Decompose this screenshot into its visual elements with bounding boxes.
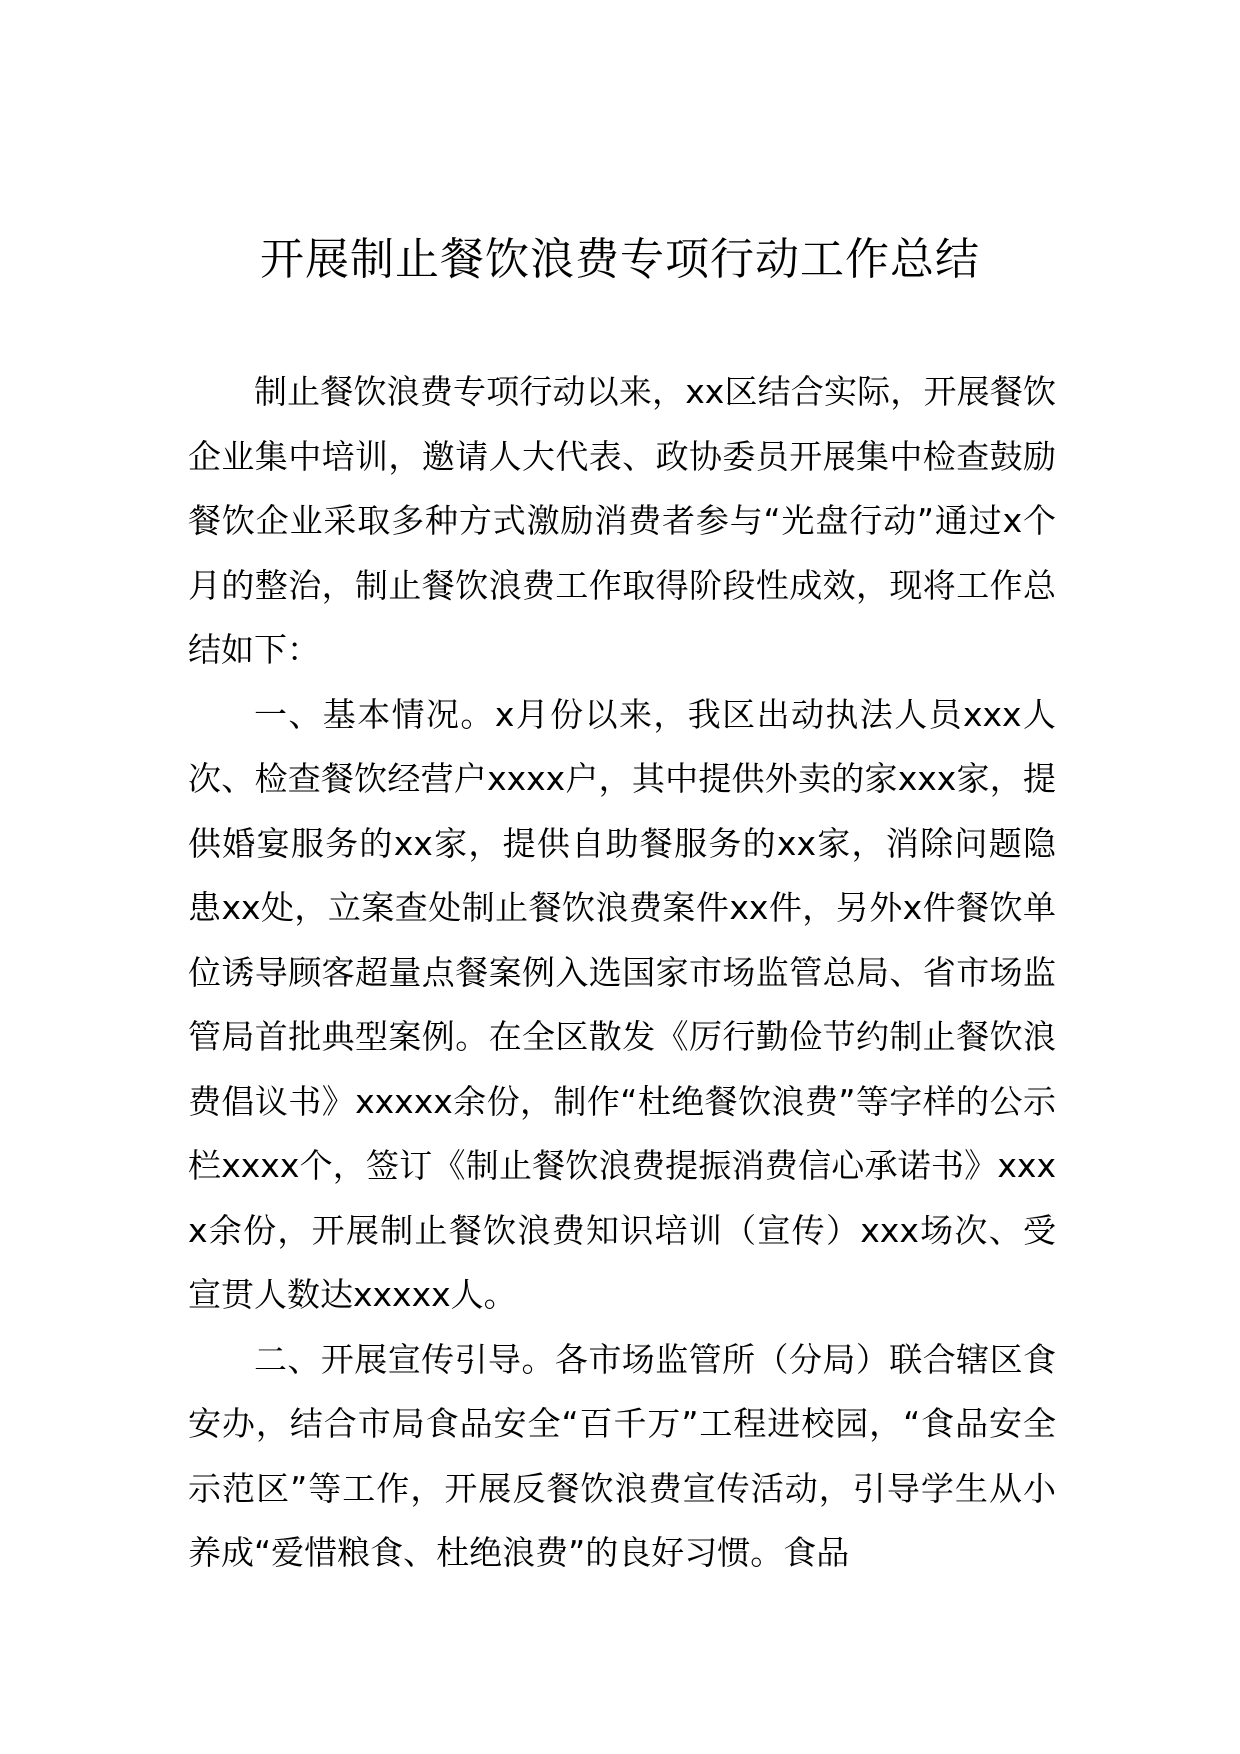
paragraph-publicity: 二、开展宣传引导。各市场监管所（分局）联合辖区食安办，结合市局食品安全“百千万”工程进校园，“食品安全示范区”等工作，开展反餐饮浪费宣传活动，引导学生从小养成“爱惜粮食、杜绝浪费”的良好习惯。食品 bbox=[188, 1339, 1056, 1572]
document-body bbox=[188, 360, 1056, 1586]
document-title: 开展制止餐饮浪费专项行动工作总结 bbox=[260, 234, 980, 285]
paragraph-basic-situation: 一、基本情况。x月份以来，我区出动执法人员xxx人次、检查餐饮经营户xxxx户，其中提供外卖的家xxx家，提供婚宴服务的xx家，提供自助餐服务的xx家，消除问题隐患xx处，立案查处制止餐饮浪费案件xx件，另外x件餐饮单位诱导顾客超量点餐案例入选国家市场监管总局、省市场监管局首批典型案例。在全区散发《厉行勤俭节约制止餐饮浪费倡议书》xxxxx余份，制作“杜绝餐饮浪费”等字样的公示栏xxxx个，签订《制止餐饮浪费提振消费信心承诺书》xxxx余份，开展制止餐饮浪费知识培训（宣传）xxx场次、受宣贯人数达xxxxx人。 bbox=[188, 694, 1056, 1314]
paragraph-intro: 制止餐饮浪费专项行动以来，xx区结合实际，开展餐饮企业集中培训，邀请人大代表、政协委员开展集中检查鼓励餐饮企业采取多种方式激励消费者参与“光盘行动”通过x个月的整治，制止餐饮浪费工作取得阶段性成效，现将工作总结如下： bbox=[188, 372, 1056, 669]
